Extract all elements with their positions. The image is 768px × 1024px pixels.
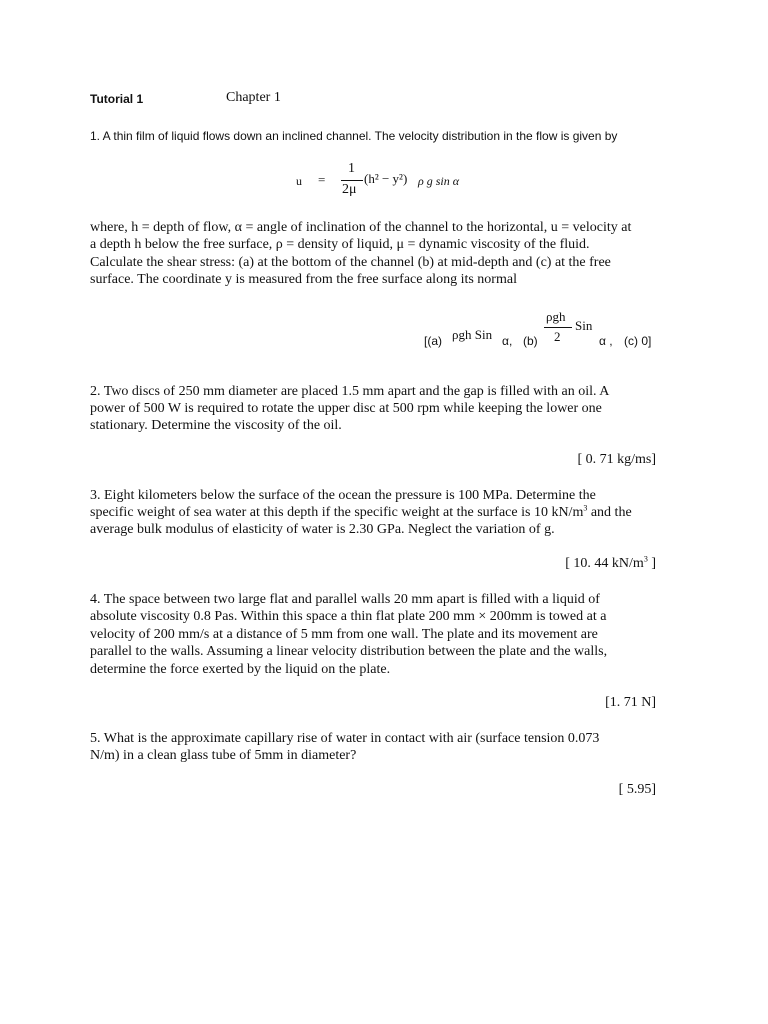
q1-answer-b-sin: Sin	[575, 318, 593, 333]
chapter-title: Chapter 1	[226, 90, 281, 105]
tutorial-title: Tutorial 1	[90, 92, 144, 106]
equation-equals: =	[318, 172, 326, 187]
q1-answer-b-alpha: α ,	[599, 334, 613, 348]
q2-line1: 2. Two discs of 250 mm diameter are placed 1.5 mm apart and the gap is filled with an oil. A	[90, 384, 610, 399]
q2-line2: power of 500 W is required to rotate the upper disc at 500 rpm while keeping the lower one	[90, 401, 602, 416]
equation-frac-den: 2μ	[342, 182, 357, 197]
q3-line3: average bulk modulus of elasticity of water is 2.30 GPa. Neglect the variation of g.	[90, 522, 555, 537]
q1-intro: 1. A thin film of liquid flows down an inclined channel. The velocity distribution in the flow is given by	[90, 129, 618, 143]
equation-lhs: u	[296, 174, 302, 188]
equation-paren-expr: (h² − y²)	[364, 171, 408, 186]
q1-answer-b-num: ρgh	[546, 309, 566, 324]
q3-answer-text: [ 10. 44 kN/m	[565, 556, 644, 571]
equation-frac-bar	[341, 180, 363, 181]
q4-line1: 4. The space between two large flat and parallel walls 20 mm apart is filled with a liquid of	[90, 592, 600, 607]
q1-answer-b-den: 2	[554, 329, 561, 344]
q1-body-line4: surface. The coordinate y is measured from the free surface along its normal	[90, 272, 517, 287]
q1-answer-a-alpha: α,	[502, 334, 513, 348]
q1-answer-a-label: [(a)	[424, 334, 442, 348]
q3-line2	[90, 504, 680, 522]
q4-line4: parallel to the walls. Assuming a linear velocity distribution between the plate and the walls,	[90, 644, 608, 659]
equation-frac-num: 1	[348, 161, 355, 176]
q4-line5: determine the force exerted by the liquid on the plate.	[90, 662, 391, 677]
q1-body-line3: Calculate the shear stress: (a) at the bottom of the channel (b) at mid-depth and (c) at the free	[90, 255, 611, 270]
q3-line1: 3. Eight kilometers below the surface of the ocean the pressure is 100 MPa. Determine the	[90, 488, 596, 503]
q3-line2-tail: and the	[587, 505, 632, 520]
q1-answer-a-expr: ρgh Sin	[452, 327, 493, 342]
q4-line3: velocity of 200 mm/s at a distance of 5 mm from one wall. The plate and its movement are	[90, 627, 598, 642]
q2-answer: [ 0. 71 kg/ms]	[577, 452, 656, 467]
q3-line2-sup: 3	[583, 503, 588, 513]
q1-where-line2: a depth h below the free surface, ρ = density of liquid, μ = dynamic viscosity of the fluid.	[90, 237, 590, 252]
q5-line2: N/m) in a clean glass tube of 5mm in diameter?	[90, 748, 357, 763]
q1-where-line1: where, h = depth of flow, α = angle of inclination of the channel to the horizontal, u = velocity at	[90, 220, 632, 235]
q3-answer-tail: ]	[647, 556, 656, 571]
q5-answer: [ 5.95]	[618, 782, 656, 797]
q4-answer: [1. 71 N]	[605, 695, 656, 710]
q1-answer-b-frac-bar	[544, 327, 572, 328]
q3-line2-text: specific weight of sea water at this depth if the specific weight at the surface is 10 kN/m	[90, 505, 584, 520]
q1-answer-c-label: (c) 0]	[624, 334, 652, 348]
q1-answer-b-label: (b)	[523, 334, 538, 348]
q2-line3: stationary. Determine the viscosity of the oil.	[90, 418, 342, 433]
q5-line1: 5. What is the approximate capillary rise of water in contact with air (surface tension 0.073	[90, 731, 600, 746]
q3-answer-sup: 3	[643, 554, 648, 564]
q3-answer	[565, 556, 656, 572]
q4-line2: absolute viscosity 0.8 Pas. Within this space a thin flat plate 200 mm × 200mm is towed at a	[90, 609, 607, 624]
equation-tail: ρ g sin α	[418, 174, 460, 188]
